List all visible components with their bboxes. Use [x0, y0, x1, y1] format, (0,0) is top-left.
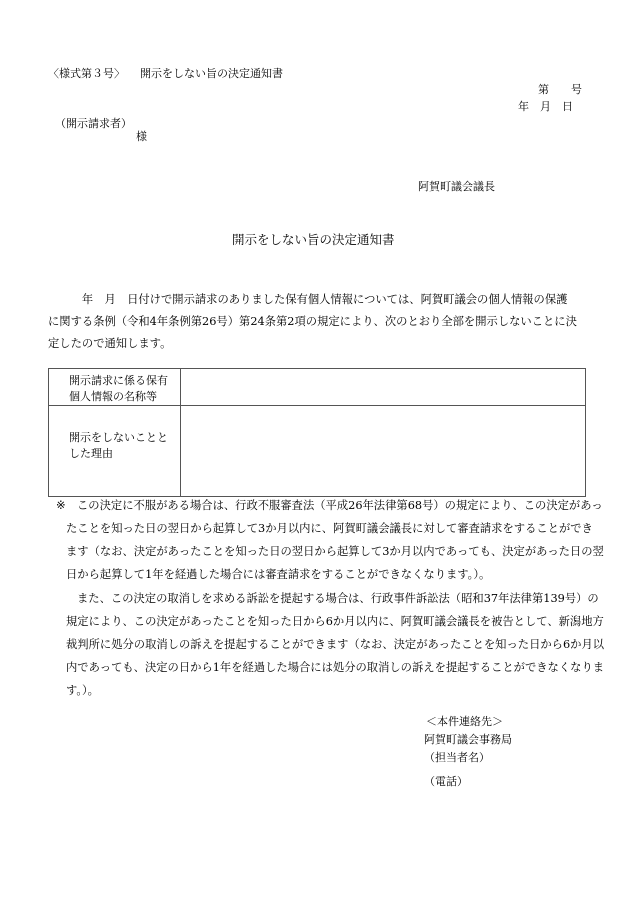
notes-section — [0, 500, 630, 710]
note-line: 裁判所に処分の取消しの訴えを提起することができます（なお、決定があったことを知った日から6か月以 — [66, 638, 605, 651]
note-line: また、この決定の取消しを求める訴訟を提起する場合は、行政事件訴訟法（昭和37年法律第139号）の — [77, 592, 599, 605]
table-row — [49, 406, 586, 497]
contact-person: （担当者名） — [424, 751, 490, 764]
table-row — [49, 369, 586, 406]
table-label-cell — [49, 369, 181, 406]
sender-name: 阿賀町議会議長 — [418, 180, 495, 193]
info-table — [48, 368, 586, 497]
row2-value-cell[interactable] — [181, 406, 586, 497]
note-line: この決定に不服がある場合は、行政不服審査法（平成26年法律第68号）の規定により、この決定があっ — [77, 499, 603, 512]
document-date: 年 月 日 — [518, 100, 573, 113]
row1-label-line1: 開示請求に係る保有 — [69, 374, 168, 387]
table-label-cell — [49, 406, 181, 497]
notes-mark: ※ — [56, 499, 66, 512]
row1-label-line2: 個人情報の名称等 — [69, 390, 157, 403]
form-title-header: 開示をしない旨の決定通知書 — [140, 67, 283, 80]
note-line: す。）。 — [66, 684, 99, 697]
row1-value-cell[interactable] — [181, 369, 586, 406]
body-line: 定したので通知します。 — [48, 337, 172, 350]
body-line: 年 月 日付けで開示請求のありました保有個人情報については、阿賀町議会の個人情報の保護 — [48, 293, 568, 306]
contact-heading: ＜本件連絡先＞ — [426, 715, 503, 728]
body-line: に関する条例（令和4年条例第26号）第24条第2項の規定により、次のとおり全部を開示しないことに決 — [48, 315, 577, 328]
body-text — [48, 289, 577, 355]
contact-office: 阿賀町議会事務局 — [424, 733, 512, 746]
row2-label-line1: 開示をしないことと — [69, 431, 168, 444]
note-line: 日から起算して1年を経過した場合には審査請求をすることができなくなります。）。 — [66, 568, 491, 581]
form-number: 〈様式第３号〉 — [48, 67, 125, 80]
document-title: 開示をしない旨の決定通知書 — [232, 232, 395, 247]
note-line: 内であっても、決定の日から1年を経過した場合には処分の取消しの訴えを提起することができなくなりま — [66, 661, 605, 674]
note-line: ます（なお、決定があったことを知った日の翌日から起算して3か月以内であっても、決定があった日の翌 — [66, 545, 604, 558]
recipient-honorific: 様 — [136, 130, 147, 143]
note-line: 規定により、この決定があったことを知った日から6か月以内に、阿賀町議会議長を被告として、新潟地方 — [66, 615, 604, 628]
recipient-label: （開示請求者） — [55, 117, 132, 130]
row2-label-line2: した理由 — [69, 447, 113, 460]
document-number: 第 号 — [538, 83, 582, 96]
contact-phone: （電話） — [424, 775, 468, 788]
note-line: たことを知った日の翌日から起算して3か月以内に、阿賀町議会議長に対して審査請求をすることができ — [66, 522, 593, 535]
